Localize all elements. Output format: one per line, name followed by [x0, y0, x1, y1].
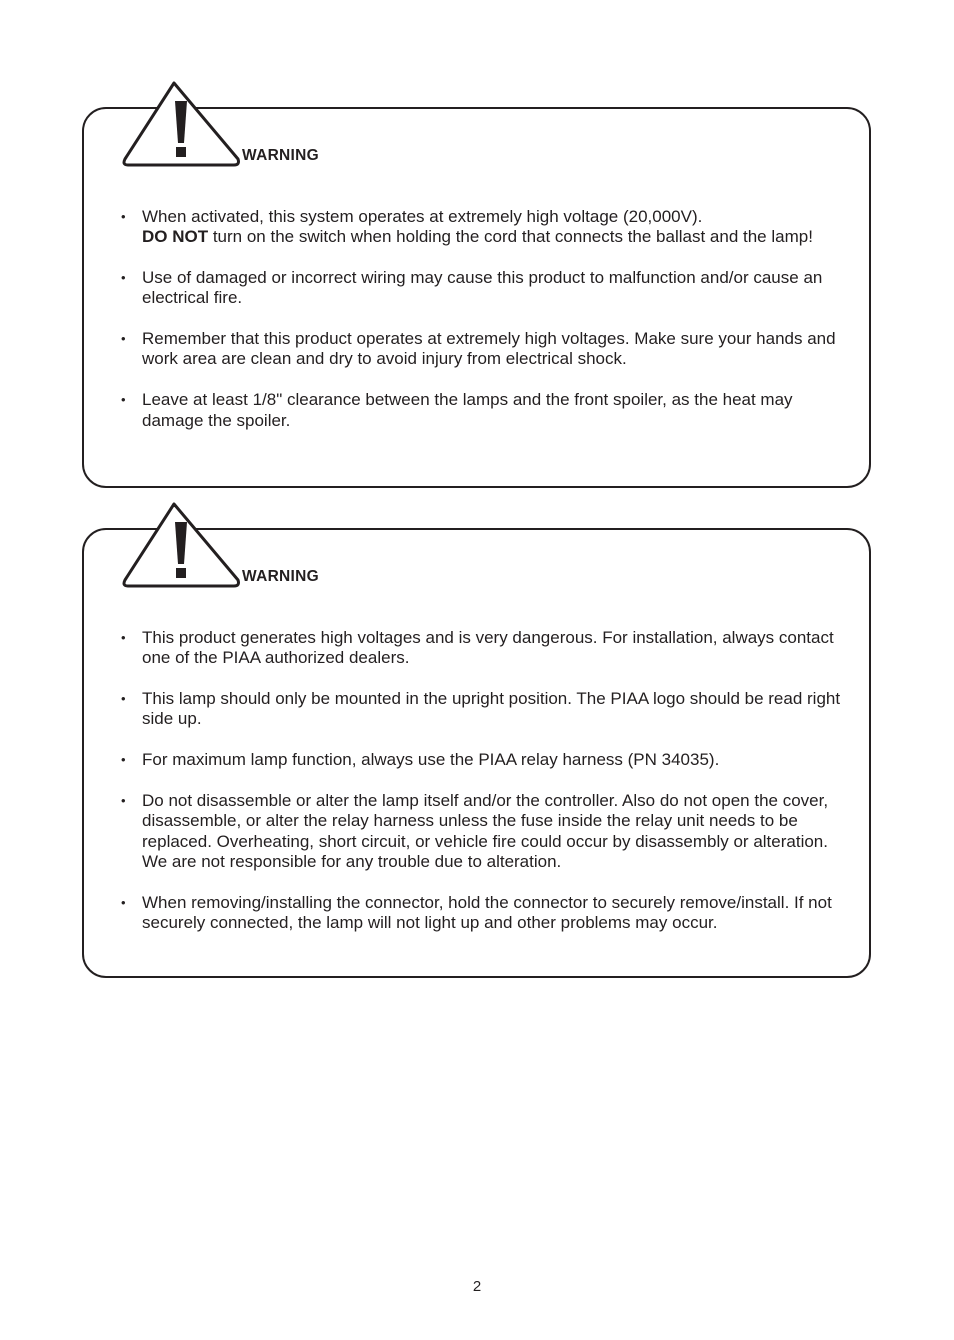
warning-title: WARNING — [242, 568, 320, 585]
list-item — [120, 329, 849, 370]
item-text: This lamp should only be mounted in the upright position. The PIAA logo should be read right side up. — [142, 689, 841, 729]
warning-box-1 — [82, 107, 871, 488]
warning-list — [120, 207, 849, 451]
warning-title: WARNING — [242, 147, 320, 164]
item-text: Remember that this product operates at extremely high voltages. Make sure your hands and work area are clean and dry to avoid injury from electrical shock. — [142, 329, 836, 369]
warning-box-2 — [82, 528, 871, 978]
item-text: For maximum lamp function, always use the PIAA relay harness (PN 34035). — [142, 750, 720, 770]
item-text: When removing/installing the connector, hold the connector to securely remove/install. If not securely connected, the lamp will not light up and other problems may occur. — [142, 892, 832, 932]
warning-triangle-icon — [122, 81, 240, 167]
item-text: Do not disassemble or alter the lamp itself and/or the controller. Also do not open the cover, disassemble, or alter the relay harness unless the fuse inside the relay unit needs to be replaced. Overheating, short circuit, or vehicle fire could occur by disassembly or alteration. We are not responsible for any trouble due to alteration. — [142, 790, 829, 871]
list-item — [120, 628, 849, 669]
list-item — [120, 791, 849, 872]
page-number: 2 — [472, 1278, 482, 1295]
item-text: This product generates high voltages and is very dangerous. For installation, always contact one of the PIAA authorized dealers. — [142, 628, 834, 668]
list-item — [120, 689, 849, 730]
item-text: • When activated, this system operates at extremely high voltage (20,000V). — [142, 207, 703, 226]
item-text: Use of damaged or incorrect wiring may cause this product to malfunction and/or cause an electrical fire. — [142, 268, 823, 308]
warning-list — [120, 628, 849, 954]
warning-triangle-icon — [122, 502, 240, 588]
list-item — [120, 893, 849, 934]
item-emphasis: DO NOT — [142, 227, 209, 247]
item-text: Leave at least 1/8" clearance between the lamps and the front spoiler, as the heat may damage the spoiler. — [142, 390, 793, 430]
item-text-after: turn on the switch when holding the cord that connects the ballast and the lamp! — [208, 227, 813, 247]
list-item — [120, 750, 849, 770]
list-item — [120, 207, 849, 248]
list-item — [120, 268, 849, 309]
list-item — [120, 390, 849, 431]
